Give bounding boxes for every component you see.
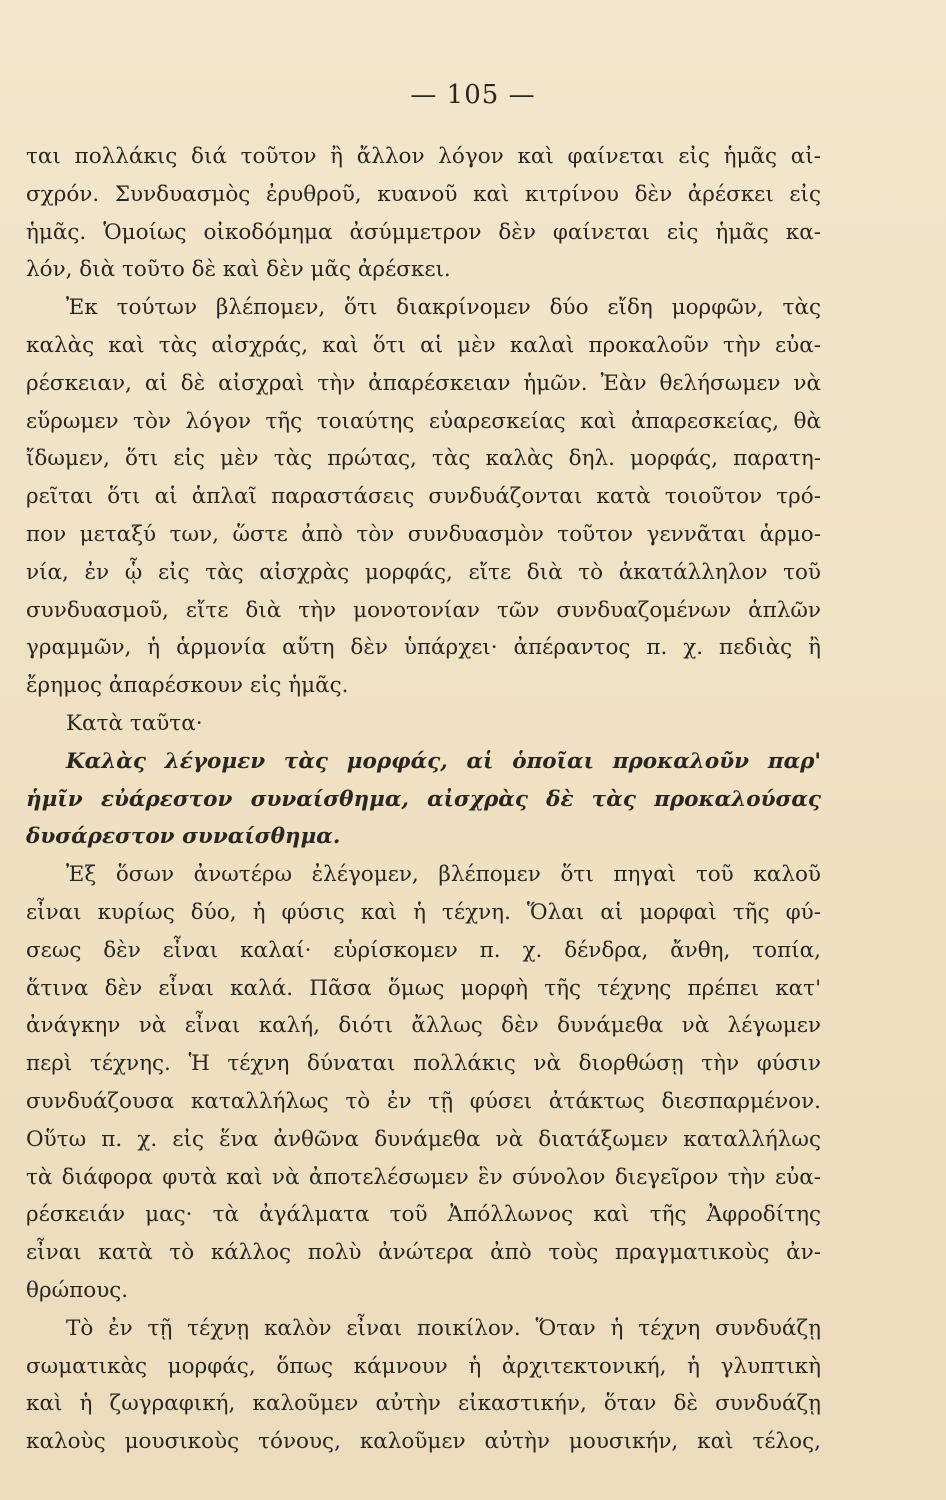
text-line: συνδυασμοῦ, εἴτε διὰ τὴν μονοτονίαν τῶν συνδυαζομένων ἁπλῶν: [26, 597, 821, 623]
text-line: Τὸ ἐν τῇ τέχνῃ καλὸν εἶναι ποικίλον. Ὅταν ἡ τέχνη συνδυάζῃ: [66, 1315, 821, 1341]
page-number: — 105 —: [410, 80, 536, 110]
text-line: Κατὰ ταῦτα·: [66, 710, 203, 736]
text-line: λόν, διὰ τοῦτο δὲ καὶ δὲν μᾶς ἀρέσκει.: [26, 257, 451, 283]
text-line: ἡμῖν εὐάρεστον συναίσθημα, αἰσχρὰς δὲ τὰς προκαλούσας: [26, 786, 821, 812]
text-line: θρώπους.: [26, 1277, 129, 1303]
text-line: εὕρωμεν τὸν λόγον τῆς τοιαύτης εὐαρεσκείας καὶ ἀπαρεσκείας, θὰ: [26, 408, 821, 434]
text-line: Καλὰς λέγομεν τὰς μορφάς, αἱ ὁποῖαι προκαλοῦν παρ': [66, 748, 821, 774]
text-line: ρεῖται ὅτι αἱ ἁπλαῖ παραστάσεις συνδυάζονται κατὰ τοιοῦτον τρό-: [26, 484, 821, 510]
text-line: περὶ τέχνης. Ἡ τέχνη δύναται πολλάκις νὰ διορθώσῃ τὴν φύσιν: [26, 1051, 821, 1077]
text-line: ρέσκειάν μας· τὰ ἀγάλματα τοῦ Ἀπόλλωνος καὶ τῆς Ἀφροδίτης: [26, 1202, 821, 1228]
text-line: καλὰς καὶ τὰς αἰσχράς, καὶ ὅτι αἱ μὲν καλαὶ προκαλοῦν τὴν εὐα-: [26, 332, 821, 358]
text-line: δυσάρεστον συναίσθημα.: [26, 824, 341, 850]
text-line: ἴδωμεν, ὅτι εἰς μὲν τὰς πρώτας, τὰς καλὰς δηλ. μορφάς, παρατη-: [26, 446, 821, 472]
text-line: γραμμῶν, ἡ ἁρμονία αὕτη δὲν ὑπάρχει· ἀπέραντος π. χ. πεδιὰς ἢ: [26, 635, 821, 661]
text-line: νία, ἐν ᾧ εἰς τὰς αἰσχρὰς μορφάς, εἴτε διὰ τὸ ἀκατάλληλον τοῦ: [26, 559, 821, 585]
text-line: Ἐξ ὅσων ἀνωτέρω ἐλέγομεν, βλέπομεν ὅτι πηγαὶ τοῦ καλοῦ: [66, 862, 821, 888]
text-line: εἶναι κυρίως δύο, ἡ φύσις καὶ ἡ τέχνη. Ὅλαι αἱ μορφαὶ τῆς φύ-: [26, 899, 821, 925]
text-line: σεως δὲν εἶναι καλαί· εὑρίσκομεν π. χ. δένδρα, ἄνθη, τοπία,: [26, 937, 821, 963]
text-line: εἶναι κατὰ τὸ κάλλος πολὺ ἀνώτερα ἀπὸ τοὺς πραγματικοὺς ἀν-: [26, 1240, 821, 1266]
text-line: συνδυάζουσα καταλλήλως τὸ ἐν τῇ φύσει ἀτάκτως διεσπαρμένον.: [26, 1088, 821, 1114]
text-line: πον μεταξύ των, ὥστε ἀπὸ τὸν συνδυασμὸν τοῦτον γεννᾶται ἁρμο-: [26, 521, 821, 547]
text-line: ται πολλάκις διά τοῦτον ἢ ἄλλον λόγον καὶ φαίνεται εἰς ἡμᾶς αἰ-: [26, 144, 821, 169]
text-line: ρέσκειαν, αἱ δὲ αἰσχραὶ τὴν ἀπαρέσκειαν ἡμῶν. Ἐὰν θελήσωμεν νὰ: [26, 370, 821, 396]
text-line: καὶ ἡ ζωγραφική, καλοῦμεν αὐτὴν εἰκαστικήν, ὅταν δὲ συνδυάζῃ: [26, 1391, 821, 1417]
text-line: σωματικὰς μορφάς, ὅπως κάμνουν ἡ ἀρχιτεκτονική, ἡ γλυπτικὴ: [26, 1353, 821, 1379]
text-line: καλοὺς μουσικοὺς τόνους, καλοῦμεν αὐτὴν μουσικήν, καὶ τέλος,: [26, 1429, 821, 1455]
text-line: ἀνάγκην νὰ εἶναι καλή, διότι ἄλλως δὲν δυνάμεθα νὰ λέγωμεν: [26, 1013, 821, 1039]
text-line: ἔρημος ἀπαρέσκουν εἰς ἡμᾶς.: [26, 673, 349, 699]
text-line: Ἐκ τούτων βλέπομεν, ὅτι διακρίνομεν δύο εἴδη μορφῶν, τὰς: [66, 295, 821, 321]
body-text: [26, 138, 821, 1461]
text-line: τὰ διάφορα φυτὰ καὶ νὰ ἀποτελέσωμεν ἓν σύνολον διεγεῖρον τὴν εὐα-: [26, 1164, 821, 1190]
text-line: ἅτινα δὲν εἶναι καλά. Πᾶσα ὅμως μορφὴ τῆς τέχνης πρέπει κατ': [26, 975, 821, 1001]
text-line: Οὕτω π. χ. εἰς ἕνα ἀνθῶνα δυνάμεθα νὰ διατάξωμεν καταλλήλως: [26, 1126, 821, 1152]
text-line: σχρόν. Συνδυασμὸς ἐρυθροῦ, κυανοῦ καὶ κιτρίνου δὲν ἀρέσκει εἰς: [26, 181, 821, 207]
text-line: ἡμᾶς. Ὁμοίως οἰκοδόμημα ἀσύμμετρον δὲν φαίνεται εἰς ἡμᾶς κα-: [26, 219, 821, 245]
